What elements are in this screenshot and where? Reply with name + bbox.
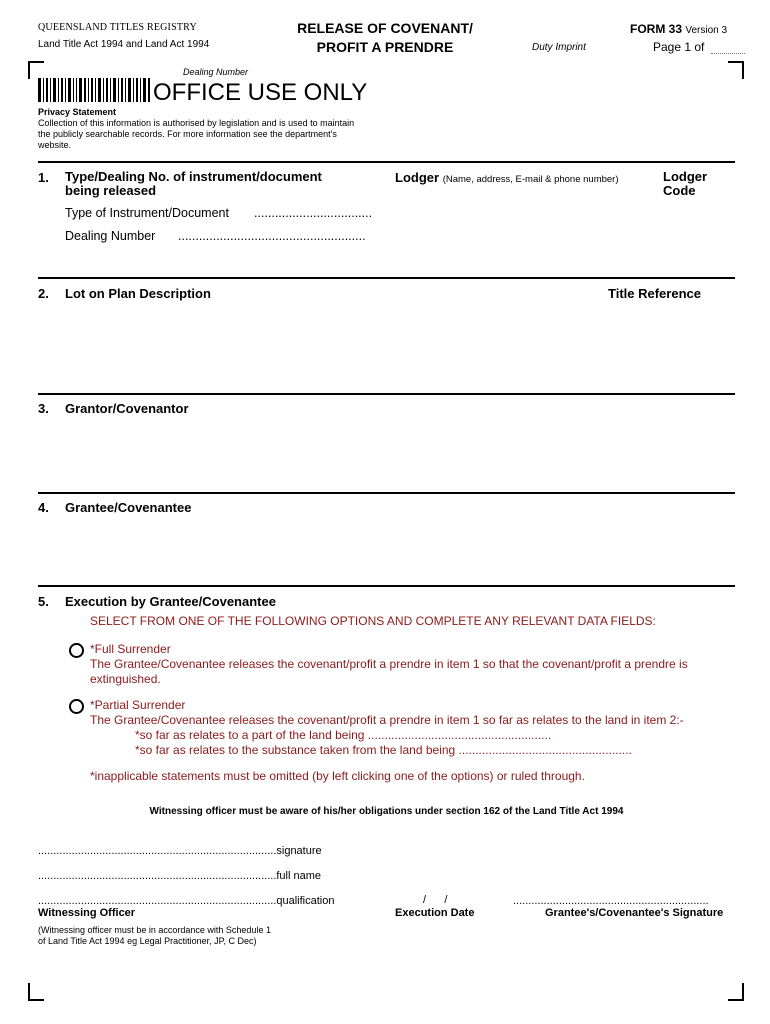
section-divider (38, 492, 735, 494)
form-number (630, 22, 727, 36)
bottom-left-corner-mark (28, 983, 44, 1001)
top-left-corner-mark (28, 61, 44, 79)
section1-title (65, 170, 322, 198)
section5-title: Execution by Grantee/Covenantee (65, 594, 276, 609)
lot-on-plan-field[interactable] (38, 305, 735, 387)
section2-number: 2. (38, 286, 49, 301)
inapplicable-note: *inapplicable statements must be omitted (by left clicking one of the options) or ruled through. (90, 769, 585, 783)
form-number-label: FORM 33 (630, 22, 683, 36)
witnessing-officer-label: Witnessing Officer (38, 907, 136, 919)
privacy-title: Privacy Statement (38, 107, 117, 117)
instrument-type-field[interactable]: .................................. (254, 206, 373, 220)
lodger-code-heading (663, 170, 707, 198)
execution-date-field[interactable]: / / (423, 894, 448, 906)
partial-surrender-title: *Partial Surrender (90, 698, 186, 712)
title-reference-heading: Title Reference (608, 286, 701, 301)
full-surrender-text: The Grantee/Covenantee releases the covenant/profit a prendre in item 1 so that the covenant/profit a prendre is extinguished. (90, 657, 688, 686)
form-title (270, 19, 500, 57)
section1-number: 1. (38, 170, 49, 185)
full-surrender-title: *Full Surrender (90, 642, 171, 656)
witness-fullname-field[interactable]: ..............................................................................full name (38, 870, 322, 882)
form-title-line1: RELEASE OF COVENANT/ (297, 20, 473, 36)
grantee-signature-label: Grantee's/Covenantee's Signature (545, 907, 724, 919)
witness-obligation-notice: Witnessing officer must be aware of his/her obligations under section 162 of the Land Title Act 1994 (149, 806, 624, 817)
lodger-heading (395, 170, 619, 185)
grantor-field[interactable] (38, 420, 735, 486)
section4-number: 4. (38, 500, 49, 515)
bottom-right-corner-mark (728, 983, 744, 1001)
instrument-type-row (65, 206, 229, 220)
office-use-only: OFFICE USE ONLY (153, 79, 368, 106)
section-divider (38, 277, 735, 279)
section-divider (38, 161, 735, 163)
section-divider (38, 585, 735, 587)
section3-number: 3. (38, 401, 49, 416)
dealing-number-label: Dealing Number (183, 67, 249, 77)
dealing-number-row-label: Dealing Number (65, 229, 156, 243)
partial-surrender-text: The Grantee/Covenantee releases the covenant/profit a prendre in item 1 so far as relates to the land in item 2:- (90, 713, 684, 727)
section5-number: 5. (38, 594, 49, 609)
lodger-code-line1: Lodger (663, 169, 708, 184)
execution-date-label: Execution Date (395, 907, 475, 919)
lodger-label: Lodger (395, 170, 440, 185)
lodger-detail: (Name, address, E-mail & phone number) (442, 174, 619, 185)
privacy-text: Collection of this information is authorised by legislation and is used to maintain the publicly searchable records. For more information see the department's website. (38, 118, 355, 150)
page-count-field[interactable] (711, 53, 745, 54)
instrument-type-label: Type of Instrument/Document (65, 206, 229, 220)
act-reference: Land Title Act 1994 and Land Act 1994 (38, 39, 210, 50)
lodger-code-line2: Code (663, 183, 696, 198)
selection-instruction: SELECT FROM ONE OF THE FOLLOWING OPTIONS AND COMPLETE ANY RELEVANT DATA FIELDS: (90, 614, 656, 628)
dealing-number-field[interactable]: ...................................................... (178, 229, 366, 243)
section1-title-line1: Type/Dealing No. of instrument/document (65, 169, 322, 184)
partial-substance-taken[interactable]: *so far as relates to the substance taken from the land being .................................................... (135, 743, 632, 757)
witness-qualification-field[interactable]: ..............................................................................qualification (38, 895, 335, 907)
grantee-signature-field[interactable]: ................................................................ (513, 895, 709, 907)
page-label: Page 1 of (653, 40, 705, 54)
partial-surrender-radio[interactable] (69, 699, 84, 714)
registry-name: QUEENSLAND TITLES REGISTRY (38, 22, 197, 33)
section-divider (38, 393, 735, 395)
form-version: Version 3 (685, 25, 728, 36)
partial-part-of-land[interactable]: *so far as relates to a part of the land being ....................................................... (135, 728, 552, 742)
full-surrender-option (90, 642, 740, 687)
witness-signature-field[interactable]: ..............................................................................signature (38, 845, 322, 857)
section3-title: Grantor/Covenantor (65, 401, 189, 416)
witness-note-line1: (Witnessing officer must be in accordance with Schedule 1 (38, 925, 271, 935)
full-surrender-radio[interactable] (69, 643, 84, 658)
top-right-corner-mark (728, 61, 744, 79)
witness-note-line2: of Land Title Act 1994 eg Legal Practitioner, JP, C Dec) (38, 936, 257, 946)
section4-title: Grantee/Covenantee (65, 500, 192, 515)
section2-title: Lot on Plan Description (65, 286, 211, 301)
barcode-image (38, 78, 150, 102)
grantee-field[interactable] (38, 519, 735, 579)
form-title-line2: PROFIT A PRENDRE (316, 39, 454, 55)
duty-imprint-label: Duty Imprint (532, 42, 586, 53)
section1-title-line2: being released (65, 183, 157, 198)
partial-surrender-option (90, 698, 740, 758)
witness-note (38, 925, 271, 947)
